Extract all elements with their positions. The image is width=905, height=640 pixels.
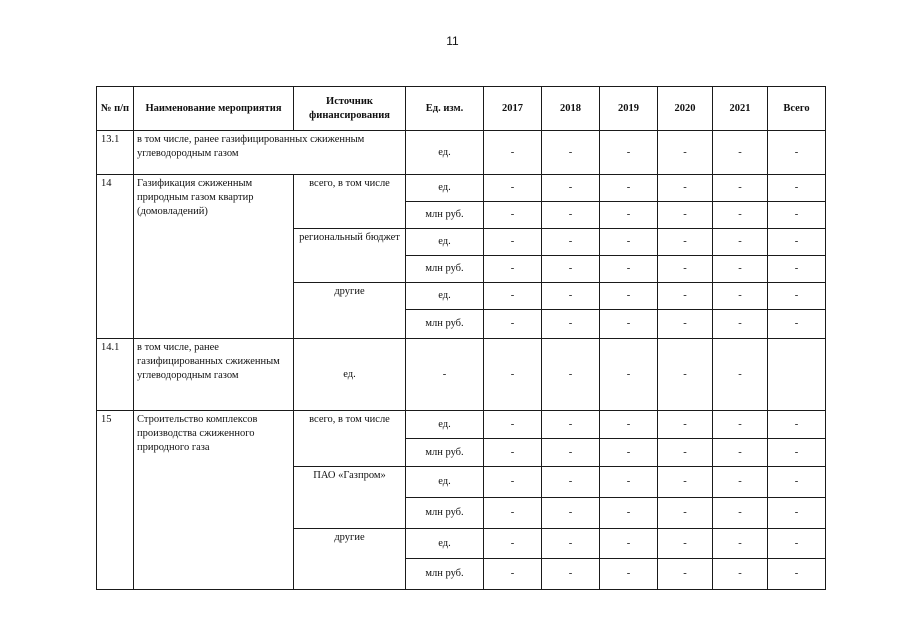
- value-cell: -: [600, 339, 658, 411]
- table-row: [97, 175, 826, 202]
- unit-cell: ед.: [406, 529, 484, 559]
- value-cell: -: [542, 131, 600, 175]
- header-year-2017: 2017: [484, 87, 542, 131]
- value-cell: -: [768, 283, 826, 310]
- value-cell: -: [600, 229, 658, 256]
- row-name: Газификация сжиженным природным газом квартир (домовладений): [134, 175, 294, 339]
- value-cell: -: [484, 411, 542, 439]
- page-number: 11: [446, 34, 459, 48]
- header-year-2019: 2019: [600, 87, 658, 131]
- value-cell: -: [600, 131, 658, 175]
- value-cell: -: [713, 256, 768, 283]
- value-cell: -: [484, 529, 542, 559]
- value-cell: -: [713, 131, 768, 175]
- value-cell: -: [768, 202, 826, 229]
- funding-source: другие: [294, 529, 406, 590]
- value-cell: -: [768, 498, 826, 529]
- value-cell: -: [600, 256, 658, 283]
- value-cell: -: [658, 256, 713, 283]
- value-cell: -: [542, 256, 600, 283]
- unit-cell: млн руб.: [406, 498, 484, 529]
- header-row: [97, 87, 826, 131]
- value-cell: -: [542, 310, 600, 339]
- unit-cell: млн руб.: [406, 559, 484, 590]
- value-cell: -: [713, 559, 768, 590]
- value-cell: -: [713, 175, 768, 202]
- value-cell: -: [542, 202, 600, 229]
- value-cell: -: [484, 498, 542, 529]
- value-cell: -: [484, 439, 542, 467]
- funding-table: [96, 86, 826, 590]
- value-cell: -: [713, 310, 768, 339]
- value-cell: -: [542, 411, 600, 439]
- value-cell: -: [713, 229, 768, 256]
- value-cell: -: [484, 283, 542, 310]
- value-cell: -: [542, 498, 600, 529]
- unit-cell: ед.: [406, 411, 484, 439]
- value-cell: -: [600, 529, 658, 559]
- row-number: 15: [97, 411, 134, 590]
- funding-source: ПАО «Газпром»: [294, 467, 406, 529]
- header-unit: Ед. изм.: [406, 87, 484, 131]
- value-cell: -: [542, 529, 600, 559]
- funding-source: всего, в том числе: [294, 411, 406, 467]
- value-cell: -: [600, 559, 658, 590]
- value-cell: -: [713, 498, 768, 529]
- value-cell: -: [484, 467, 542, 498]
- value-cell: -: [542, 339, 600, 411]
- value-cell: -: [542, 175, 600, 202]
- value-cell: -: [713, 467, 768, 498]
- value-cell: -: [542, 229, 600, 256]
- value-cell: -: [484, 175, 542, 202]
- value-cell: -: [768, 559, 826, 590]
- unit-cell: ед.: [406, 283, 484, 310]
- table-row: [97, 339, 826, 411]
- value-cell: -: [713, 529, 768, 559]
- value-cell: -: [713, 411, 768, 439]
- value-cell: -: [658, 229, 713, 256]
- unit-cell: млн руб.: [406, 202, 484, 229]
- value-cell: -: [768, 467, 826, 498]
- value-cell: -: [600, 467, 658, 498]
- header-source: Источник финансирования: [294, 87, 406, 131]
- value-cell: -: [658, 559, 713, 590]
- header-year-2021: 2021: [713, 87, 768, 131]
- header-year-2020: 2020: [658, 87, 713, 131]
- value-cell: -: [600, 411, 658, 439]
- value-cell: -: [768, 439, 826, 467]
- value-cell: -: [768, 175, 826, 202]
- value-cell: -: [542, 559, 600, 590]
- value-cell: -: [658, 131, 713, 175]
- funding-source: региональный бюджет: [294, 229, 406, 283]
- value-cell: -: [600, 202, 658, 229]
- value-cell: -: [542, 283, 600, 310]
- header-total: Всего: [768, 87, 826, 131]
- value-cell: -: [484, 229, 542, 256]
- value-cell: -: [658, 339, 713, 411]
- value-cell: -: [600, 175, 658, 202]
- value-cell: -: [542, 467, 600, 498]
- empty-cell: [768, 339, 826, 411]
- value-cell: -: [484, 339, 542, 411]
- value-cell: -: [542, 439, 600, 467]
- value-cell: -: [484, 202, 542, 229]
- row-number: 13.1: [97, 131, 134, 175]
- value-cell: -: [600, 498, 658, 529]
- value-cell: -: [658, 283, 713, 310]
- table-row: [97, 131, 826, 175]
- value-cell: -: [768, 131, 826, 175]
- funding-source: другие: [294, 283, 406, 339]
- value-cell: -: [768, 229, 826, 256]
- value-cell: -: [713, 283, 768, 310]
- value-cell: -: [658, 310, 713, 339]
- header-num: № п/п: [97, 87, 134, 131]
- value-cell: -: [406, 339, 484, 411]
- value-cell: -: [484, 559, 542, 590]
- header-name: Наименование мероприятия: [134, 87, 294, 131]
- value-cell: -: [713, 439, 768, 467]
- value-cell: -: [600, 439, 658, 467]
- value-cell: -: [484, 310, 542, 339]
- value-cell: -: [658, 467, 713, 498]
- unit-cell: ед.: [406, 131, 484, 175]
- row-name: в том числе, ранее газифицированных сжиженным углеводородным газом: [134, 339, 294, 411]
- value-cell: -: [658, 411, 713, 439]
- funding-source: всего, в том числе: [294, 175, 406, 229]
- unit-cell: млн руб.: [406, 256, 484, 283]
- value-cell: -: [600, 283, 658, 310]
- value-cell: -: [484, 131, 542, 175]
- row-number: 14: [97, 175, 134, 339]
- value-cell: -: [658, 175, 713, 202]
- unit-cell: ед.: [406, 175, 484, 202]
- value-cell: -: [768, 529, 826, 559]
- value-cell: -: [768, 310, 826, 339]
- unit-cell: ед.: [294, 339, 406, 411]
- row-name: Строительство комплексов производства сжиженного природного газа: [134, 411, 294, 590]
- header-year-2018: 2018: [542, 87, 600, 131]
- value-cell: -: [713, 202, 768, 229]
- value-cell: -: [713, 339, 768, 411]
- value-cell: -: [768, 411, 826, 439]
- value-cell: -: [658, 498, 713, 529]
- value-cell: -: [600, 310, 658, 339]
- unit-cell: млн руб.: [406, 310, 484, 339]
- unit-cell: ед.: [406, 467, 484, 498]
- value-cell: -: [658, 439, 713, 467]
- value-cell: -: [484, 256, 542, 283]
- row-number: 14.1: [97, 339, 134, 411]
- unit-cell: ед.: [406, 229, 484, 256]
- unit-cell: млн руб.: [406, 439, 484, 467]
- value-cell: -: [658, 529, 713, 559]
- table-row: [97, 411, 826, 439]
- value-cell: -: [768, 256, 826, 283]
- row-name: в том числе, ранее газифицированных сжиженным углеводородным газом: [134, 131, 406, 175]
- value-cell: -: [658, 202, 713, 229]
